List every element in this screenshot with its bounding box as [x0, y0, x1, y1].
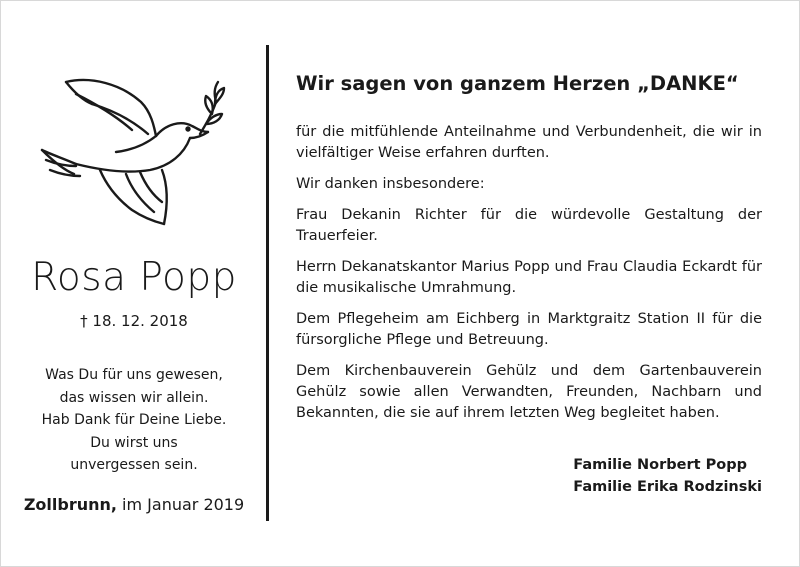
- memorial-poem: [0, 364, 268, 477]
- place-date: im Januar 2019: [116, 495, 245, 514]
- thanks-paragraph: Dem Kirchenbauverein Gehülz und dem Gartenbauverein Gehülz sowie allen Verwandten, Freunden, Nachbarn und Bekannten, die sie auf ihrem letzten Weg begleitet haben.: [296, 363, 762, 421]
- memorial-column: [0, 0, 268, 567]
- poem-line: unvergessen sein.: [70, 457, 198, 473]
- poem-line: das wissen wir allein.: [59, 389, 209, 406]
- thanks-paragraph: Herrn Dekanatskantor Marius Popp und Frau Claudia Eckardt für die musikalische Umrahmung.: [296, 259, 762, 296]
- poem-line: Was Du für uns gewesen,: [45, 367, 223, 383]
- dove-icon: [36, 74, 226, 234]
- poem-line: Hab Dank für Deine Liebe.: [41, 412, 227, 428]
- family-signatures: [573, 454, 762, 498]
- thanks-paragraph: Dem Pflegeheim am Eichberg in Marktgraitz Station II für die fürsorgliche Pflege und Betreuung.: [296, 311, 762, 348]
- place-town: Zollbrunn,: [23, 495, 117, 514]
- thanks-paragraph: Frau Dekanin Richter für die würdevolle Gestaltung der Trauerfeier.: [296, 207, 762, 244]
- deceased-name: Rosa Popp: [31, 255, 237, 300]
- poem-line: Du wirst uns: [90, 434, 178, 451]
- signature-line: Familie Norbert Popp: [573, 457, 747, 473]
- death-date: † 18. 12. 2018: [80, 312, 188, 330]
- column-divider: [266, 45, 269, 521]
- signature-line: Familie Erika Rodzinski: [573, 479, 762, 495]
- thanks-text: [296, 122, 762, 434]
- thanks-paragraph: für die mitfühlende Anteilnahme und Verbundenheit, die wir in vielfältiger Weise erfahren durften.: [296, 124, 762, 161]
- place-and-date: [0, 495, 268, 514]
- thanks-headline: Wir sagen von ganzem Herzen „DANKE“: [296, 72, 739, 95]
- thanks-paragraph: Wir danken insbesondere:: [296, 176, 485, 192]
